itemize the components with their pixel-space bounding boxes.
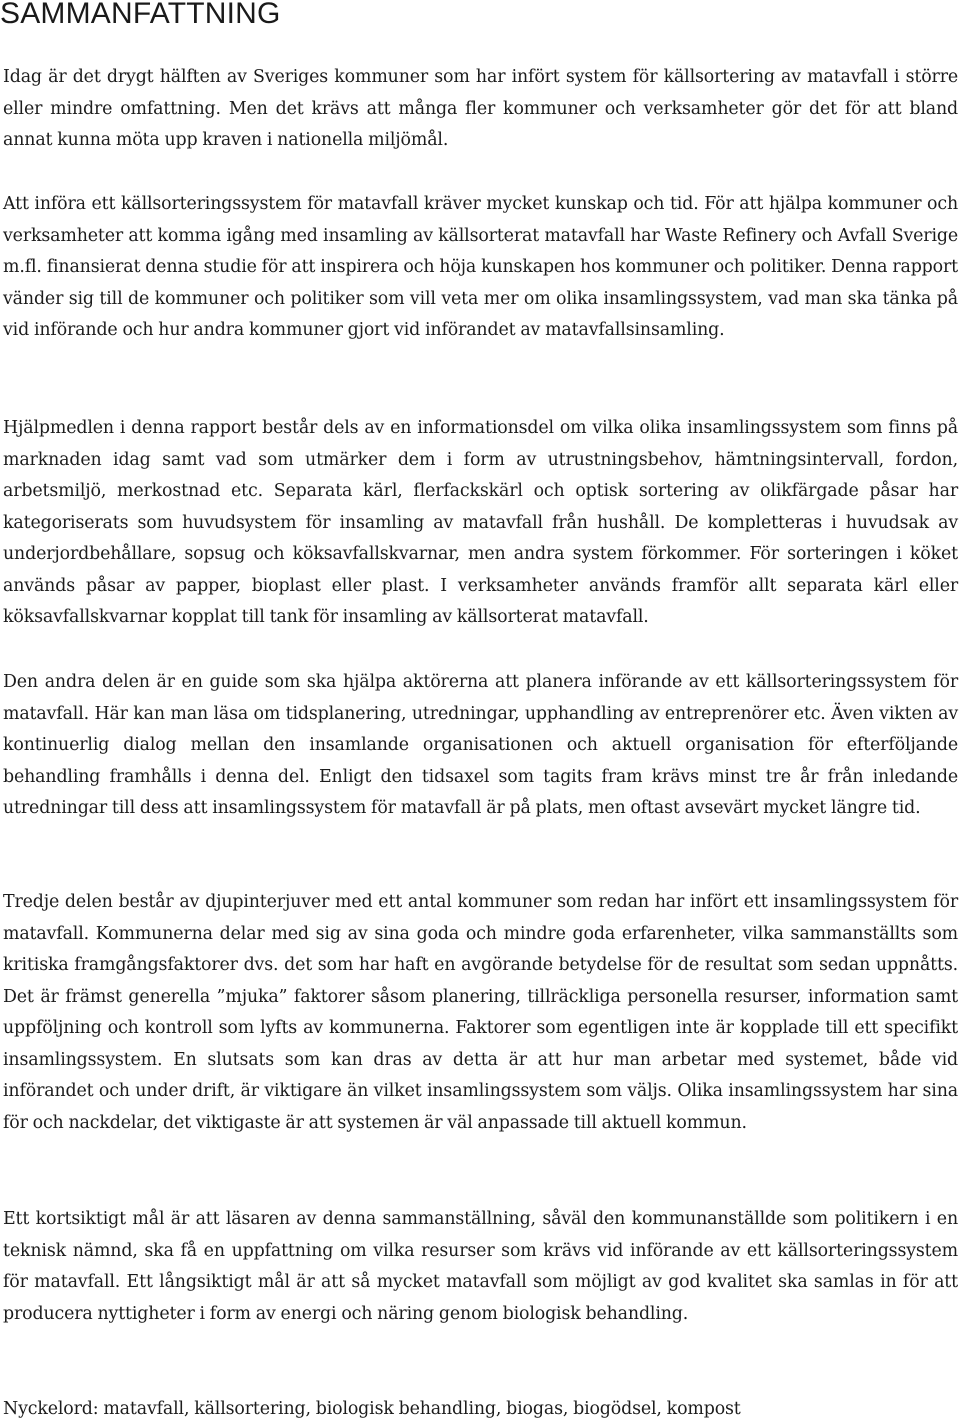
- summary-paragraph-2: Att införa ett källsorteringssystem för matavfall kräver mycket kunskap och tid. För att hjälpa kommuner och verksamheter att komma igång med insamling av källsorterat matavfall har Waste Refinery och Avfall Sverige m.fl. finansierat denna studie för att inspirera och höja kunskapen hos kommuner och politiker. Denna rapport vänder sig till de kommuner och politiker som vill veta mer om olika insamlingssystem, vad man ska tänka på vid införande och hur andra kommuner gjort vid införandet av matavfallsinsamling.: [3, 194, 958, 340]
- summary-paragraph-3: Hjälpmedlen i denna rapport består dels av en informationsdel om vilka olika insamlingssystem som finns på marknaden idag samt vad som utmärker dem i form av utrustningsbehov, hämtningsintervall, fordon, arbetsmiljö, merkostnad etc. Separata kärl, flerfackskärl och optisk sortering av olikfärgade påsar har kategoriserats som huvudsystem för insamling av matavfall från hushåll. De kompletteras i huvudsak av underjordbehållare, sopsug och köksavfallskvarnar, men andra system förkommer. För sorteringen i köket används påsar av papper, bioplast eller plast. I verksamheter används framför allt separata kärl eller köksavfallskvarnar kopplat till tank för insamling av källsorterat matavfall.: [3, 418, 958, 627]
- summary-paragraph-5: Tredje delen består av djupinterjuver med ett antal kommuner som redan har infört ett insamlingssystem för matavfall. Kommunerna delar med sig av sina goda och mindre goda erfarenheter, vilka sammanställts som kritiska framgångsfaktorer dvs. det som har haft en avgörande betydelse för de resultat som sedan uppnåtts. Det är främst generella ”mjuka” faktorer såsom planering, tillräckliga personella resurser, information samt uppföljning och kontroll som lyfts av kommunerna. Faktorer som egentligen inte är kopplade till ett specifikt insamlingssystem. En slutsats som kan dras av detta är att hur man arbetar med systemet, både vid införandet och under drift, är viktigare än vilket insamlingssystem som väljs. Olika insamlingssystem har sina för och nackdelar, det viktigaste är att systemen är väl anpassade till aktuell kommun.: [3, 892, 958, 1133]
- summary-paragraph-1: Idag är det drygt hälften av Sveriges kommuner som har infört system för källsortering av matavfall i större eller mindre omfattning. Men det krävs att många fler kommuner och verksamheter gör det för att bland annat kunna möta upp kraven i nationella miljömål.: [3, 67, 958, 150]
- summary-paragraph-6: Ett kortsiktigt mål är att läsaren av denna sammanställning, såväl den kommunanställde som politikern i en teknisk nämnd, ska få en uppfattning om vilka resurser som krävs vid införande av ett källsorteringssystem för matavfall. Ett långsiktigt mål är att så mycket matavfall som möjligt av god kvalitet ska samlas in för att producera nyttigheter i form av energi och näring genom biologisk behandling.: [3, 1209, 958, 1324]
- page-title: SAMMANFATTNING: [0, 0, 281, 30]
- summary-paragraph-4: Den andra delen är en guide som ska hjälpa aktörerna att planera införande av ett källsorteringssystem för matavfall. Här kan man läsa om tidsplanering, utredningar, upphandling av entreprenörer etc. Även vikten av kontinuerlig dialog mellan den insamlande organisationen och aktuell organisation för efterföljande behandling framhålls i denna del. Enligt den tidsaxel som tagits fram krävs minst tre år från inledande utredningar till dess att insamlingssystem för matavfall är på plats, men oftast avsevärt mycket längre tid.: [3, 672, 958, 818]
- keywords-line: Nyckelord: matavfall, källsortering, biologisk behandling, biogas, biogödsel, kompost: [3, 1399, 741, 1419]
